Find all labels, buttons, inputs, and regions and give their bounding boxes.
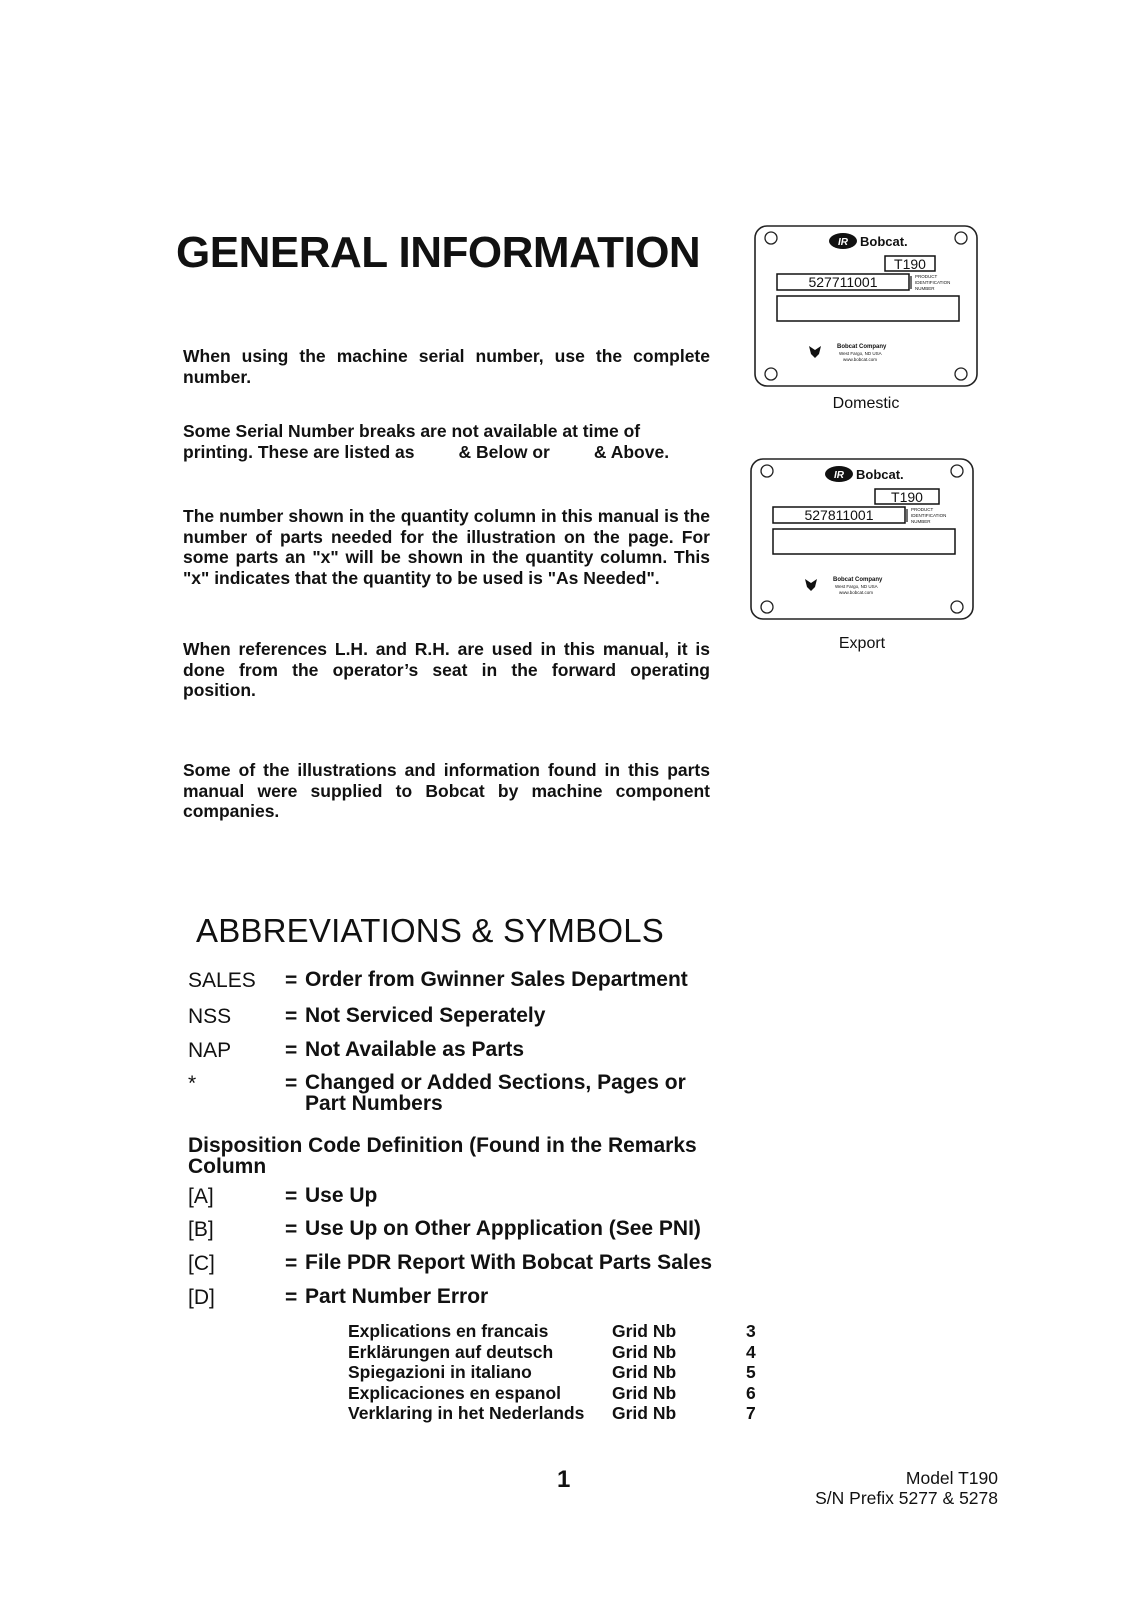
disposition-heading: Disposition Code Definition (Found in the Remarks Column [188,1134,697,1178]
plate-blank-field [773,529,955,554]
lh-rh-paragraph: When references L.H. and R.H. are used in this manual, it is done from the operator’s seat in the forward operating position. [183,639,710,700]
equals-sign: = [285,1286,298,1309]
language-label: Explicaciones en espanol [348,1382,561,1403]
language-grid-table [348,1321,776,1424]
serial-breaks-line2-start: printing. These are listed as [183,441,415,462]
abbreviation-definition: Not Serviced Seperately [305,1004,546,1027]
grid-number: 4 [746,1341,756,1362]
equals-sign: = [285,1072,298,1095]
grid-label: Grid Nb [612,1362,677,1382]
export-serial-plate [749,457,975,621]
disposition-definition: Use Up on Other Appplication (See PNI) [305,1217,701,1240]
footer-model: Model T190 [905,1468,998,1488]
grid-label: Grid Nb [612,1403,677,1423]
table-row [348,1342,776,1363]
pin-label-line1: PRODUCT [911,507,934,512]
pin-label-line3: NUMBER [911,519,931,524]
grid-number: 6 [746,1382,756,1403]
illustrations-paragraph: Some of the illustrations and information found in this parts manual were supplied to Bobcat by machine component companies. [183,760,710,821]
table-row [348,1403,776,1424]
grid-label: Grid Nb [612,1341,677,1362]
plate-web: www.bobcat.com [843,357,878,362]
page-number: 1 [557,1466,571,1493]
domestic-caption: Domestic [832,395,900,412]
quantity-column-paragraph: The number shown in the quantity column in this manual is the number of parts needed for the illustration on the page. For some parts an "x" will be shown in the quantity column. This "x" indicates that the quantity to be used is "As Needed". [183,506,710,588]
equals-sign: = [285,1218,298,1241]
disposition-definition: File PDR Report With Bobcat Parts Sales [305,1251,713,1274]
equals-sign: = [285,1039,298,1062]
abbreviation-code: SALES [188,969,256,992]
language-label: Erklärungen auf deutsch [348,1341,554,1362]
disposition-code: [C] [188,1252,215,1275]
plate-blank-field [777,296,959,321]
plate-serial: 527711001 [808,274,878,290]
abbreviation-definition-line1: Changed or Added Sections, Pages or [305,1071,686,1094]
plate-address: West Fargo, ND USA [839,351,882,356]
equals-sign: = [285,1252,298,1275]
plate-model: T190 [894,256,926,272]
language-label: Spiegazioni in italiano [348,1362,532,1382]
serial-number-paragraph: When using the machine serial number, use the complete number. [183,346,710,387]
serial-breaks-below: & Below or [458,441,550,462]
disposition-definition: Use Up [305,1184,378,1207]
pin-label-line2: IDENTIFICATION [915,280,951,285]
serial-breaks-line1: Some Serial Number breaks are not available at time of [183,421,641,441]
grid-label: Grid Nb [612,1321,677,1341]
pin-label-line2: IDENTIFICATION [911,513,947,518]
table-row [348,1321,776,1342]
disposition-code: [B] [188,1218,214,1241]
abbreviation-code: NSS [188,1005,232,1028]
abbreviation-code: NAP [188,1039,232,1062]
page-title: GENERAL INFORMATION [176,228,701,277]
grid-label: Grid Nb [612,1382,677,1403]
language-label: Explications en francais [348,1321,549,1341]
footer-model-info [780,1468,998,1508]
plate-web: www.bobcat.com [839,590,874,595]
export-caption: Export [838,635,886,652]
plate-brand: Bobcat. [860,234,908,249]
grid-number: 3 [746,1321,756,1341]
domestic-plate-drawing [753,224,979,388]
plate-address: West Fargo, ND USA [835,584,878,589]
ir-logo-text: IR [838,237,848,248]
abbreviations-title: ABBREVIATIONS & SYMBOLS [196,912,664,949]
domestic-serial-plate [753,224,979,388]
grid-number: 5 [746,1362,756,1382]
table-row [348,1362,776,1383]
plate-model: T190 [891,489,923,505]
abbreviation-definition [305,1072,686,1114]
serial-breaks-above: & Above. [593,441,670,462]
export-plate-drawing [749,457,975,621]
equals-sign: = [285,1005,298,1028]
disposition-code: [D] [188,1286,215,1309]
pin-label-line3: NUMBER [915,286,935,291]
grid-number: 7 [746,1403,756,1423]
equals-sign: = [285,969,298,992]
ir-logo-text: IR [834,470,844,481]
plate-company: Bobcat Company [833,577,883,583]
abbreviation-definition-line2: Part Numbers [305,1092,443,1115]
disposition-definition: Part Number Error [305,1285,489,1308]
equals-sign: = [285,1185,298,1208]
abbreviation-definition: Order from Gwinner Sales Department [305,968,688,991]
plate-brand: Bobcat. [856,467,904,482]
plate-company: Bobcat Company [837,344,887,350]
plate-serial: 527811001 [804,507,874,523]
abbreviation-code: * [188,1072,197,1095]
serial-breaks-paragraph [183,421,710,462]
language-label: Verklaring in het Nederlands [348,1403,585,1423]
footer-prefix: S/N Prefix 5277 & 5278 [815,1488,998,1508]
abbreviation-definition: Not Available as Parts [305,1038,525,1061]
pin-label-line1: PRODUCT [915,274,938,279]
disposition-code: [A] [188,1185,214,1208]
table-row [348,1383,776,1404]
